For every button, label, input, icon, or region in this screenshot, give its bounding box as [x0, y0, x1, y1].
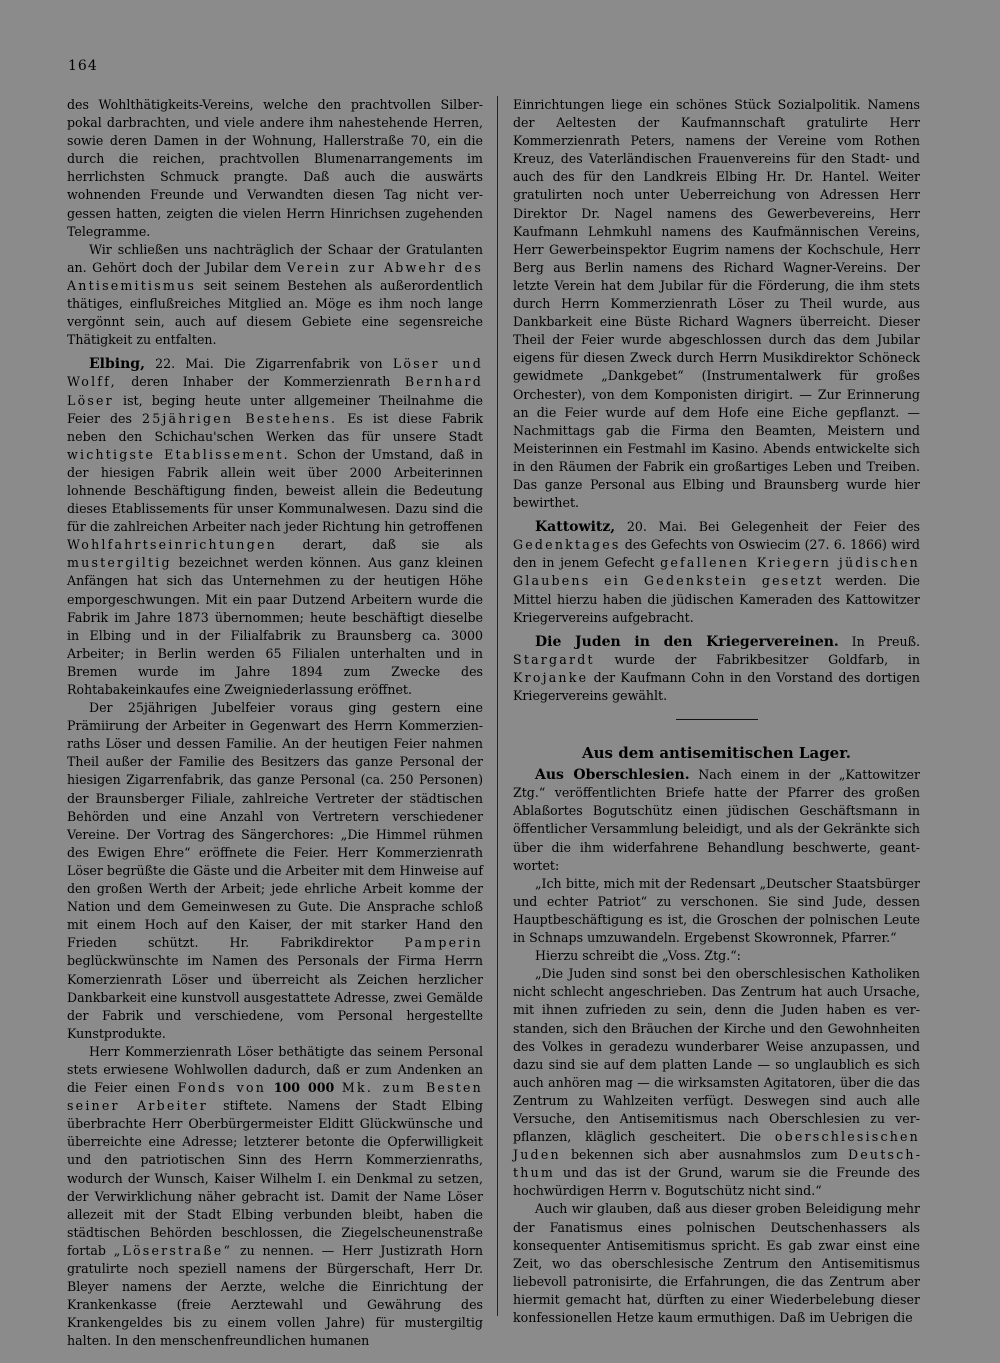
paragraph-stiftung: Herr Kommerzienrath Löser bethätigte das seinem Personal stets erwiesene Wohlwollen dadurch, daß er zum Andenken an die Feier einen Fonds von 100 000 Mk. zum Besten seiner Arbeiter stiftete. Namens der Stadt Elbing überbrachte Herr Oberbürgermeister Elditt Glückwünsche und überreichte eine Adresse; letzterer betonte die Opferwilligkeit und den patriotischen Sinn des Herrn Kommerzienraths, wodurch der Wunsch, Kaiser Wilhelm I. ein Denkmal zu setzen, der Verwirklichung näher gebracht ist. Damit der Name Löser allezeit mit der Stadt Elbing verbunden bleibt, haben die städtischen Behörden beschlossen, die Ziegelscheunenstraße fortab „Löserstraße“ zu nennen. — Herr Justizrath Horn gratulirte noch speziell namens der Bürgerschaft, Herr Dr. Bleyer namens der Aerzte, welche die Einrichtung der Krankenkasse (freie Aerztewahl und Gewährung des Krankengeldes bis zu einem vollen Jahre) für mustergiltig halten. In den menschenfreundlichen humanen — [67, 1043, 483, 1349]
dateline-kriegervereine: Die Juden in den Kriegervereinen. — [535, 633, 839, 650]
paragraph-fanatismus: Auch wir glauben, daß aus dieser groben Beleidigung mehr der Fanatismus eines polnischen Deutschenhassers als konsequenter Antisemitismus spricht. Es gab zwar einst eine Zeit, wo das oberschlesische Zentrum den Antisemitismus liebevoll patronisirte, die Erfahrungen, die das Zentrum aber hiermit gemacht hat, dürften zu einer Wiederbelebung dieser konfessionellen Hetze kaum ermuthigen. Daß im Uebrigen die — [513, 1201, 920, 1325]
dateline-elbing: Elbing, — [89, 356, 145, 373]
quote-voss: „Die Juden sind sonst bei den oberschlesischen Katholiken nicht schlecht angeschrieben. Das Zentrum hat auch Ursache, mit ihnen zufrieden zu sein, denn die Juden haben es verstanden, sich den Bräuchen der Kirche und den Gewohnheiten des Volkes in geradezu wunderbarer Weise anzupassen, und dazu sind sie auf dem platten Lande — so unglaublich es sich auch anhören mag — die wirksamsten Agitatoren, über die das Zentrum zu Wahlzeiten verfügt. Deswegen sind auch alle Versuche, den Antisemitismus nach Oberschlesien zu verpflanzen, kläglich gescheitert. Die oberschlesischen Juden bekennen sich aber ausnahmslos zum Deutschthum und das ist der Grund, warum sie die Freunde des hochwürdigen Herrn v. Bogutschütz nicht sind.“ — [513, 966, 920, 1199]
paragraph-jubelfeier: Der 25jährigen Jubelfeier voraus ging gestern eine Prämiirung der Arbeiter in Gegenwart des Herrn Kommerzienraths Löser und dessen Familie. An der heutigen Feier nahmen Theil außer der Familie des Besitzers das ganze Personal der hiesigen Zigarrenfabrik, das ganze Personal (ca. 250 Personen) der Braunsberger Filiale, zahlreiche Vertreter der städtischen Behörden und eine Anzahl von Vertretern verschiedener Vereine. Der Vortrag des Sängerchores: „Die Himmel rühmen des Ewigen Ehre“ eröffnete die Feier. Herr Kommerzienrath Löser begrüßte die Gäste und die Arbeiter mit dem Hinweise auf den großen Werth der Arbeit; jede ehrliche Arbeit komme der Nation und dem Gemeinwesen zu Gute. Die Ansprache schloß mit einem Hoch auf den Kaiser, der mit starker Hand den Frieden schützt. Hr. Fabrikdirektor Pamperin beglückwünschte im Namen des Personals der Firma Herrn Komerzienrath Löser und überreicht als Zeichen herzlicher Dankbarkeit eine kunstvoll ausgestattete Adresse, zwei Gemälde der Fabrik und verschiedene, vom Personal hergestellte Kunstprodukte. — [67, 700, 483, 1041]
dateline-kattowitz: Kattowitz, — [535, 519, 616, 536]
section-rule — [676, 719, 758, 720]
paragraph-kattowitz: Kattowitz, 20. Mai. Bei Gelegenheit der Feier des Gedenktages des Gefechts von Oswiecim (27. 6. 1866) wird den in jenem Gefecht gefallenen Kriegern jüdischen Glaubens ein Gedenkstein gesetzt werden. Die Mittel hierzu haben die jüdischen Kameraden des Kattowitzer Kriegervereins aufgebracht. — [513, 519, 921, 625]
quote-pfarrer: „Ich bitte, mich mit der Redensart „Deutscher Staatsbürger und echter Patriot“ zu verschonen. Sie sind Jude, dessen Hauptbeschäftigung es ist, die Groschen der polnischen Leute in Schnaps umzuwandeln. Ergebenst Skowronnek, Pfarrer.“ — [513, 875, 920, 946]
paragraph-gratulation: Wir schließen uns nachträglich der Schaar der Gratulanten an. Gehört doch der Jubilar dem Verein zur Abwehr des Antisemitismus seit seinem Bestehen als außerordentlich thätiges, einflußreiches Mitglied an. Möge es ihm noch lange vergönnt sein, auch auf diesem Gebiete eine segensreiche Thätigkeit zu entfalten. — [67, 241, 483, 348]
paragraph-einrichtungen: Einrichtungen liege ein schönes Stück Sozialpolitik. Namens der Aeltesten der Kaufmannschaft gratulirte Herr Kommerzienrath Peters, namens der Vereine vom Rothen Kreuz, des Vaterländischen Frauenvereins für den Stadt- und auch des für den Landkreis Elbing Hr. Dr. Hantel. Weiter gratulirten noch unter Ueberreichung von Adressen Herr Direktor Dr. Nagel namens des Gewerbevereins, Herr Kaufmann Lehmkuhl namens des Kaufmännischen Vereins, Herr Gewerbeinspektor Eugrim namens der Kochschule, Herr Berg aus Berlin namens des Richard Wagner-Vereins. Der letzte Verein hat dem Jubilar für die Förderung, die ihm stets durch Herrn Kommerzienrath Löser zu Theil wurde, aus Dankbarkeit eine Büste Richard Wagners überreicht. Dieser Theil der Feier wurde abgeschlossen durch das dem Jubilar eigens für diesen Zweck durch Herrn Musikdirektor Schöneck gewidmete „Dankgebet“ (Instrumentalwerk für großes Orchester), von dem Komponisten dirigirt. — Zur Erinnerung an die Feier wurde auf dem Hofe eine Eiche gepflanzt. — Nachmittags gab die Firma den Beamten, Meistern und Meisterinnen ein Festmahl im Kasino. Abends entwickelte sich in den Räumen der Fabrik ein großartiges Leben und Treiben. Das ganze Personal aus Elbing und Braunsberg wurde hier bewirthet. — [513, 97, 920, 511]
section-heading: Aus dem antisemitischen Lager. — [582, 744, 851, 763]
paragraph-oberschlesien: Aus Oberschlesien. Nach einem in der „Kattowitzer Ztg.“ veröffentlichten Briefe hatte der Pfarrer des großen Ablaßortes Bogutschütz einen jüdischen Geschäftsmann in öffentlicher Versammlung beleidigt, und als der Gekränkte sich über die ihm widerfahrene Behandlung beschwerte, geantwortet: — [513, 767, 920, 873]
page-number: 164 — [68, 58, 98, 74]
paragraph-voss: Hierzu schreibt die „Voss. Ztg.“: — [535, 948, 741, 964]
paragraph-kriegervereine: Die Juden in den Kriegervereinen. In Preuß. Stargardt wurde der Fabrikbesitzer Goldfarb, in Krojanke der Kaufmann Cohn in den Vorstand des dortigen Kriegervereins gewählt. — [513, 633, 920, 703]
left-column — [67, 96, 483, 1350]
column-divider — [497, 96, 498, 1316]
right-column — [513, 96, 920, 1327]
org-name: Verein zur Abwehr des Antisemitismus — [67, 259, 483, 293]
paragraph-elbing: Elbing, 22. Mai. Die Zigarrenfabrik von Löser und Wolff, deren Inhaber der Kommerzienrath Bernhard Löser ist, beging heute unter allgemeiner Theilnahme die Feier des 25jährigen Bestehens. Es ist diese Fabrik neben den Schichau'schen Werken das für unsere Stadt wichtigste Etablissement. Schon der Umstand, daß in der hiesigen Fabrik allein weit über 2000 Arbeiterinnen lohnende Beschäftigung finden, beweist allein die Bedeutung dieses Etablissements für unser Kommunalwesen. Dazu sind die für die zahlreichen Arbeiter nach jeder Richtung hin getroffenen Wohlfahrtseinrichtungen derart, daß sie als mustergiltig bezeichnet werden können. Aus ganz kleinen Anfängen hat sich das Unternehmen zu der heutigen Höhe emporgeschwungen. Mit ein paar Dutzend Arbeitern wurde die Fabrik im Jahre 1873 übernommen; heute beschäftigt dieselbe in Elbing und in der Filialfabrik zu Braunsberg ca. 3000 Arbeiter; in Berlin werden 65 Filialen unterhalten und in Bremen wurde im Jahre 1894 zum Zwecke des Rohtabakeinkaufes eine Zweigniederlassung eröffnet. — [67, 356, 484, 697]
dateline-oberschlesien: Aus Oberschlesien. — [535, 767, 690, 784]
paragraph-jubilee-end: des Wohlthätigkeits-Vereins, welche den prachtvollen Silberpokal darbrachten, und viele andere ihm nahestehende Herren, sowie deren Damen in der Wohnung, Hallerstraße 70, ein die durch die reichen, prachtvollen Blumenarrangements im herrlichsten Schmuck prangte. Daß auch die auswärts wohnenden Freunde und Verwandten diesen Tag nicht vergessen hatten, zeigten die vielen Herrn Hinrichsen zugehenden Telegramme. — [67, 97, 483, 239]
